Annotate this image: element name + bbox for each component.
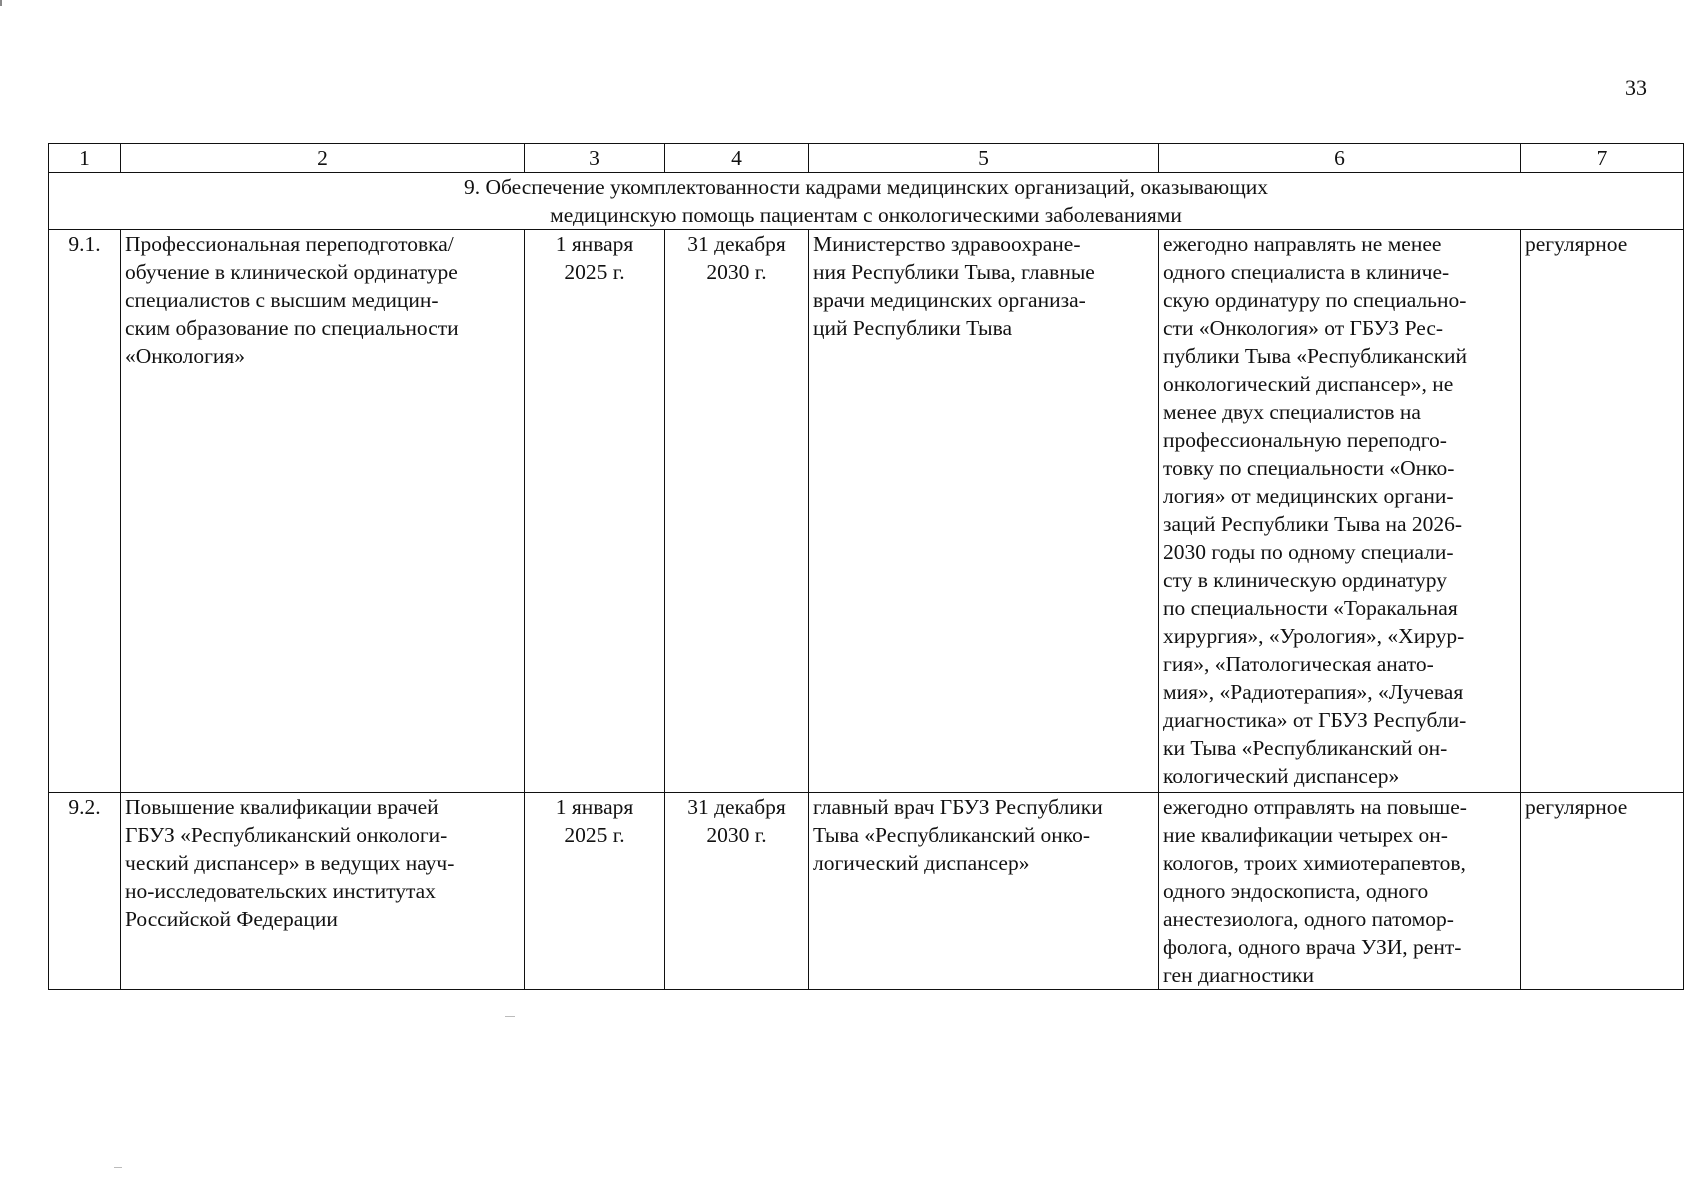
cell-line: одного специалиста в клиниче- — [1163, 260, 1450, 284]
section-title-line: 9. Обеспечение укомплектованности кадрами медицинских организаций, оказывающих — [463, 175, 1269, 199]
cell-line: главный врач ГБУЗ Республики — [813, 795, 1103, 819]
cell-line: Министерство здравоохране- — [813, 232, 1081, 256]
cell-line: «Онкология» — [125, 344, 246, 368]
cell-line: 2030 г. — [706, 823, 767, 847]
end-date — [665, 230, 809, 793]
cell-line: 1 января — [555, 795, 634, 819]
plan-table — [48, 143, 1684, 990]
cell-line: 2030 г. — [706, 260, 767, 284]
cell-line: ежегодно отправлять на повыше- — [1163, 795, 1467, 819]
cell-line: по специальности «Торакальная — [1163, 596, 1458, 620]
cell-line: врачи медицинских организа- — [813, 288, 1086, 312]
cell-line: сту в клиническую ординатуру — [1163, 568, 1447, 592]
scan-speck — [0, 0, 2, 6]
cell-line: гия», «Патологическая анато- — [1163, 652, 1434, 676]
cell-line: заций Республики Тыва на 2026- — [1163, 512, 1463, 536]
cell-line: Тыва «Республиканский онко- — [813, 823, 1091, 847]
responsible — [809, 793, 1159, 990]
cell-line: но-исследовательских институтах — [125, 879, 436, 903]
scan-speck — [114, 1167, 122, 1168]
cell-line: специалистов с высшим медицин- — [125, 288, 439, 312]
cell-line: анестезиолога, одного патомор- — [1163, 907, 1454, 931]
cell-line: Профессиональная переподготовка/ — [125, 232, 454, 256]
column-number: 5 — [809, 144, 1159, 173]
scan-speck — [505, 1016, 515, 1017]
start-date — [525, 230, 665, 793]
cell-line: 31 декабря — [687, 795, 786, 819]
section-title — [49, 173, 1684, 230]
cell-line: менее двух специалистов на — [1163, 400, 1421, 424]
section-title-line: медицинскую помощь пациентам с онкологическими заболеваниями — [550, 203, 1182, 227]
cell-line: скую ординатуру по специально- — [1163, 288, 1467, 312]
end-date — [665, 793, 809, 990]
cell-line: логия» от медицинских органи- — [1163, 484, 1454, 508]
row-number: 9.1. — [49, 230, 121, 793]
cell-line: Российской Федерации — [125, 907, 338, 931]
cell-line: онкологический диспансер», не — [1163, 372, 1454, 396]
cell-line: логический диспансер» — [813, 851, 1030, 875]
row-number: 9.2. — [49, 793, 121, 990]
cell-line: ки Тыва «Республиканский он- — [1163, 736, 1448, 760]
column-number: 4 — [665, 144, 809, 173]
section-row — [49, 173, 1684, 230]
cell-line: 1 января — [555, 232, 634, 256]
cell-line: профессиональную переподго- — [1163, 428, 1447, 452]
cell-line: 2025 г. — [564, 260, 625, 284]
cell-line: ским образование по специальности — [125, 316, 459, 340]
table-row — [49, 793, 1684, 990]
column-number-row — [49, 144, 1684, 173]
cell-line: хирургия», «Урология», «Хирур- — [1163, 624, 1465, 648]
cell-line: кологический диспансер» — [1163, 764, 1400, 788]
column-number: 1 — [49, 144, 121, 173]
column-number: 6 — [1159, 144, 1521, 173]
cell-line: Повышение квалификации врачей — [125, 795, 439, 819]
periodicity: регулярное — [1521, 230, 1684, 793]
activity-name — [121, 793, 525, 990]
cell-line: диагностика» от ГБУЗ Республи- — [1163, 708, 1467, 732]
page-number: 33 — [1625, 75, 1647, 100]
cell-line: фолога, одного врача УЗИ, рент- — [1163, 935, 1462, 959]
cell-line: ние квалификации четырех он- — [1163, 823, 1448, 847]
cell-line: сти «Онкология» от ГБУЗ Рес- — [1163, 316, 1444, 340]
expected-result — [1159, 793, 1521, 990]
responsible — [809, 230, 1159, 793]
periodicity: регулярное — [1521, 793, 1684, 990]
column-number: 2 — [121, 144, 525, 173]
cell-line: кологов, троих химиотерапевтов, — [1163, 851, 1466, 875]
start-date — [525, 793, 665, 990]
cell-line: ген диагностики — [1163, 963, 1314, 987]
cell-line: публики Тыва «Республиканский — [1163, 344, 1468, 368]
cell-line: ций Республики Тыва — [813, 316, 1013, 340]
cell-line: ческий диспансер» в ведущих науч- — [125, 851, 455, 875]
cell-line: ежегодно направлять не менее — [1163, 232, 1442, 256]
cell-line: ГБУЗ «Республиканский онкологи- — [125, 823, 448, 847]
cell-line: обучение в клинической ординатуре — [125, 260, 458, 284]
column-number: 3 — [525, 144, 665, 173]
cell-line: одного эндоскописта, одного — [1163, 879, 1429, 903]
cell-line: мия», «Радиотерапия», «Лучевая — [1163, 680, 1464, 704]
column-number: 7 — [1521, 144, 1684, 173]
cell-line: 31 декабря — [687, 232, 786, 256]
table-row — [49, 230, 1684, 793]
cell-line: 2025 г. — [564, 823, 625, 847]
cell-line: товку по специальности «Онко- — [1163, 456, 1455, 480]
activity-name — [121, 230, 525, 793]
expected-result — [1159, 230, 1521, 793]
cell-line: 2030 годы по одному специали- — [1163, 540, 1454, 564]
cell-line: ния Республики Тыва, главные — [813, 260, 1095, 284]
